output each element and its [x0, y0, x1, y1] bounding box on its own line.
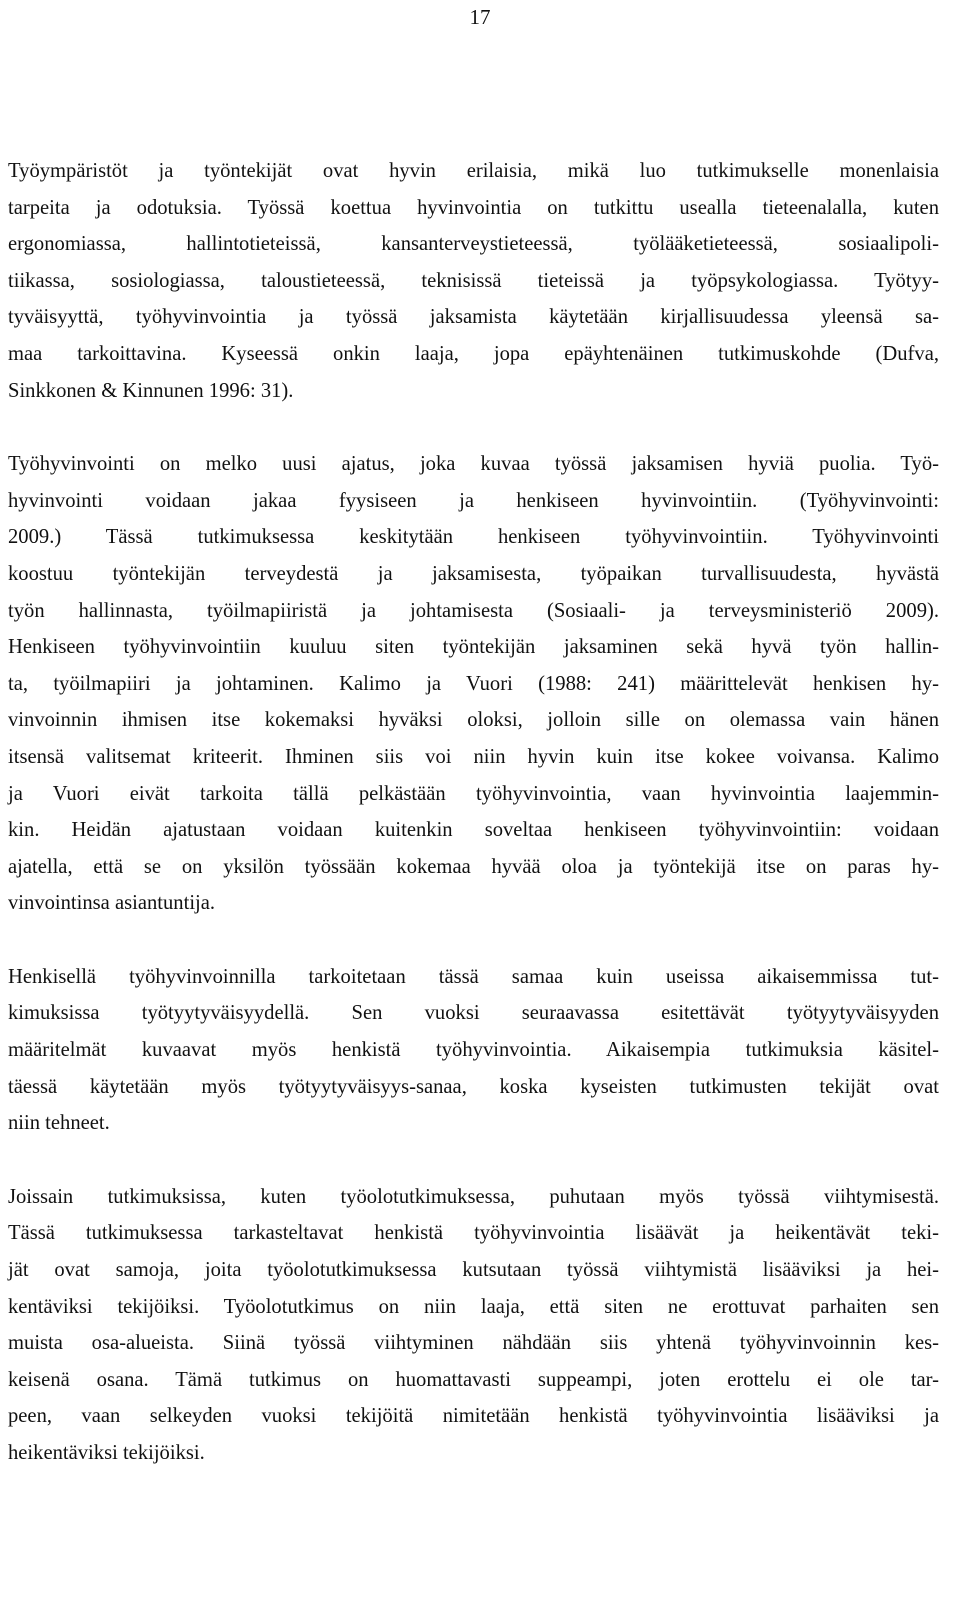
paragraph-line: Henkisellä työhyvinvoinnilla tarkoitetaan tässä samaa kuin useissa aikaisemmissa tut- — [8, 965, 939, 988]
paragraph-line: heikentäviksi tekijöiksi. — [8, 1442, 205, 1464]
paragraph-line: 2009.) Tässä tutkimuksessa keskitytään henkiseen työhyvinvointiin. Työhyvinvointi — [8, 526, 939, 549]
paragraph-spacer — [8, 922, 939, 959]
paragraph-line: Sinkkonen & Kinnunen 1996: 31). — [8, 379, 294, 402]
paragraph-line: jät ovat samoja, joita työolotutkimuksessa kutsutaan työssä viihtymistä lisääviksi ja hei- — [8, 1259, 939, 1282]
paragraph-4 — [8, 1179, 939, 1472]
paragraph-line: vinvoinnin ihmisen itse kokemaksi hyväksi oloksi, jolloin sille on olemassa vain hänen — [8, 709, 939, 732]
paragraph-line: niin tehneet. — [8, 1112, 110, 1135]
paragraph-line: Tässä tutkimuksessa tarkasteltavat henkistä työhyvinvointia lisäävät ja heikentävät teki- — [8, 1222, 939, 1245]
paragraph-spacer — [8, 1142, 939, 1179]
page-number: 17 — [469, 5, 491, 29]
document-body — [8, 153, 939, 1472]
paragraph-line: ta, työilmapiiri ja johtaminen. Kalimo ja Vuori (1988: 241) määrittelevät henkisen hy- — [8, 672, 939, 695]
paragraph-line: kentäviksi tekijöiksi. Työolotutkimus on niin laaja, että siten ne erottuvat parhaiten sen — [8, 1295, 939, 1318]
paragraph-line: vinvointinsa asiantuntija. — [8, 892, 216, 915]
paragraph-line: kin. Heidän ajatustaan voidaan kuitenkin soveltaa henkiseen työhyvinvointiin: voidaan — [8, 819, 939, 842]
paragraph-spacer — [8, 409, 939, 446]
paragraph-line: Joissain tutkimuksissa, kuten työolotutkimuksessa, puhutaan myös työssä viihtymisestä. — [8, 1185, 939, 1208]
paragraph-line: tyväisyyttä, työhyvinvointia ja työssä jaksamista käytetään kirjallisuudessa yleensä sa- — [8, 306, 939, 329]
paragraph-line: maa tarkoittavina. Kyseessä onkin laaja, jopa epäyhtenäinen tutkimuskohde (Dufva, — [8, 342, 939, 365]
paragraph-line: määritelmät kuvaavat myös henkistä työhyvinvointia. Aikaisempia tutkimuksia käsitel- — [8, 1039, 939, 1062]
paragraph-line: keisenä osana. Tämä tutkimus on huomattavasti suppeampi, joten erottelu ei ole tar- — [8, 1368, 939, 1391]
paragraph-3 — [8, 959, 939, 1142]
paragraph-line: ajatella, että se on yksilön työssään kokemaa hyvää oloa ja työntekijä itse on paras hy- — [8, 855, 939, 878]
paragraph-line: itsensä valitsemat kriteerit. Ihminen siis voi niin hyvin kuin itse kokee voivansa. Kalimo — [8, 745, 939, 768]
paragraph-line: ja Vuori eivät tarkoita tällä pelkästään työhyvinvointia, vaan hyvinvointia laajemmin- — [8, 782, 939, 805]
paragraph-line: Henkiseen työhyvinvointiin kuuluu siten työntekijän jaksaminen sekä hyvä työn hallin- — [8, 636, 939, 659]
paragraph-line: ergonomiassa, hallintotieteissä, kansanterveystieteessä, työlääketieteessä, sosiaalipoli- — [8, 233, 939, 256]
paragraph-line: täessä käytetään myös työtyytyväisyys-sanaa, koska kyseisten tutkimusten tekijät ovat — [8, 1075, 939, 1098]
paragraph-line: peen, vaan selkeyden vuoksi tekijöitä nimitetään henkistä työhyvinvointia lisääviksi ja — [8, 1405, 939, 1428]
paragraph-line: tiikassa, sosiologiassa, taloustieteessä, teknisissä tieteissä ja työpsykologiassa. Työtyy- — [8, 269, 939, 292]
paragraph-line: Työympäristöt ja työntekijät ovat hyvin erilaisia, mikä luo tutkimukselle monenlaisia — [8, 160, 939, 182]
paragraph-line: koostuu työntekijän terveydestä ja jaksamisesta, työpaikan turvallisuudesta, hyvästä — [8, 562, 939, 585]
paragraph-line: hyvinvointi voidaan jakaa fyysiseen ja henkiseen hyvinvointiin. (Työhyvinvointi: — [8, 489, 939, 512]
paragraph-line: Työhyvinvointi on melko uusi ajatus, joka kuvaa työssä jaksamisen hyviä puolia. Työ- — [8, 453, 939, 476]
paragraph-line: työn hallinnasta, työilmapiiristä ja johtamisesta (Sosiaali- ja terveysministeriö 2009). — [8, 599, 939, 622]
paragraph-line: tarpeita ja odotuksia. Työssä koettua hyvinvointia on tutkittu usealla tieteenalalla, kuten — [8, 196, 939, 219]
paragraph-line: kimuksissa työtyytyväisyydellä. Sen vuoksi seuraavassa esitettävät työtyytyväisyyden — [8, 1002, 939, 1025]
paragraph-2 — [8, 446, 939, 922]
paragraph-1 — [8, 153, 939, 409]
paragraph-line: muista osa-alueista. Siinä työssä viihtyminen nähdään siis yhtenä työhyvinvoinnin kes- — [8, 1332, 939, 1355]
